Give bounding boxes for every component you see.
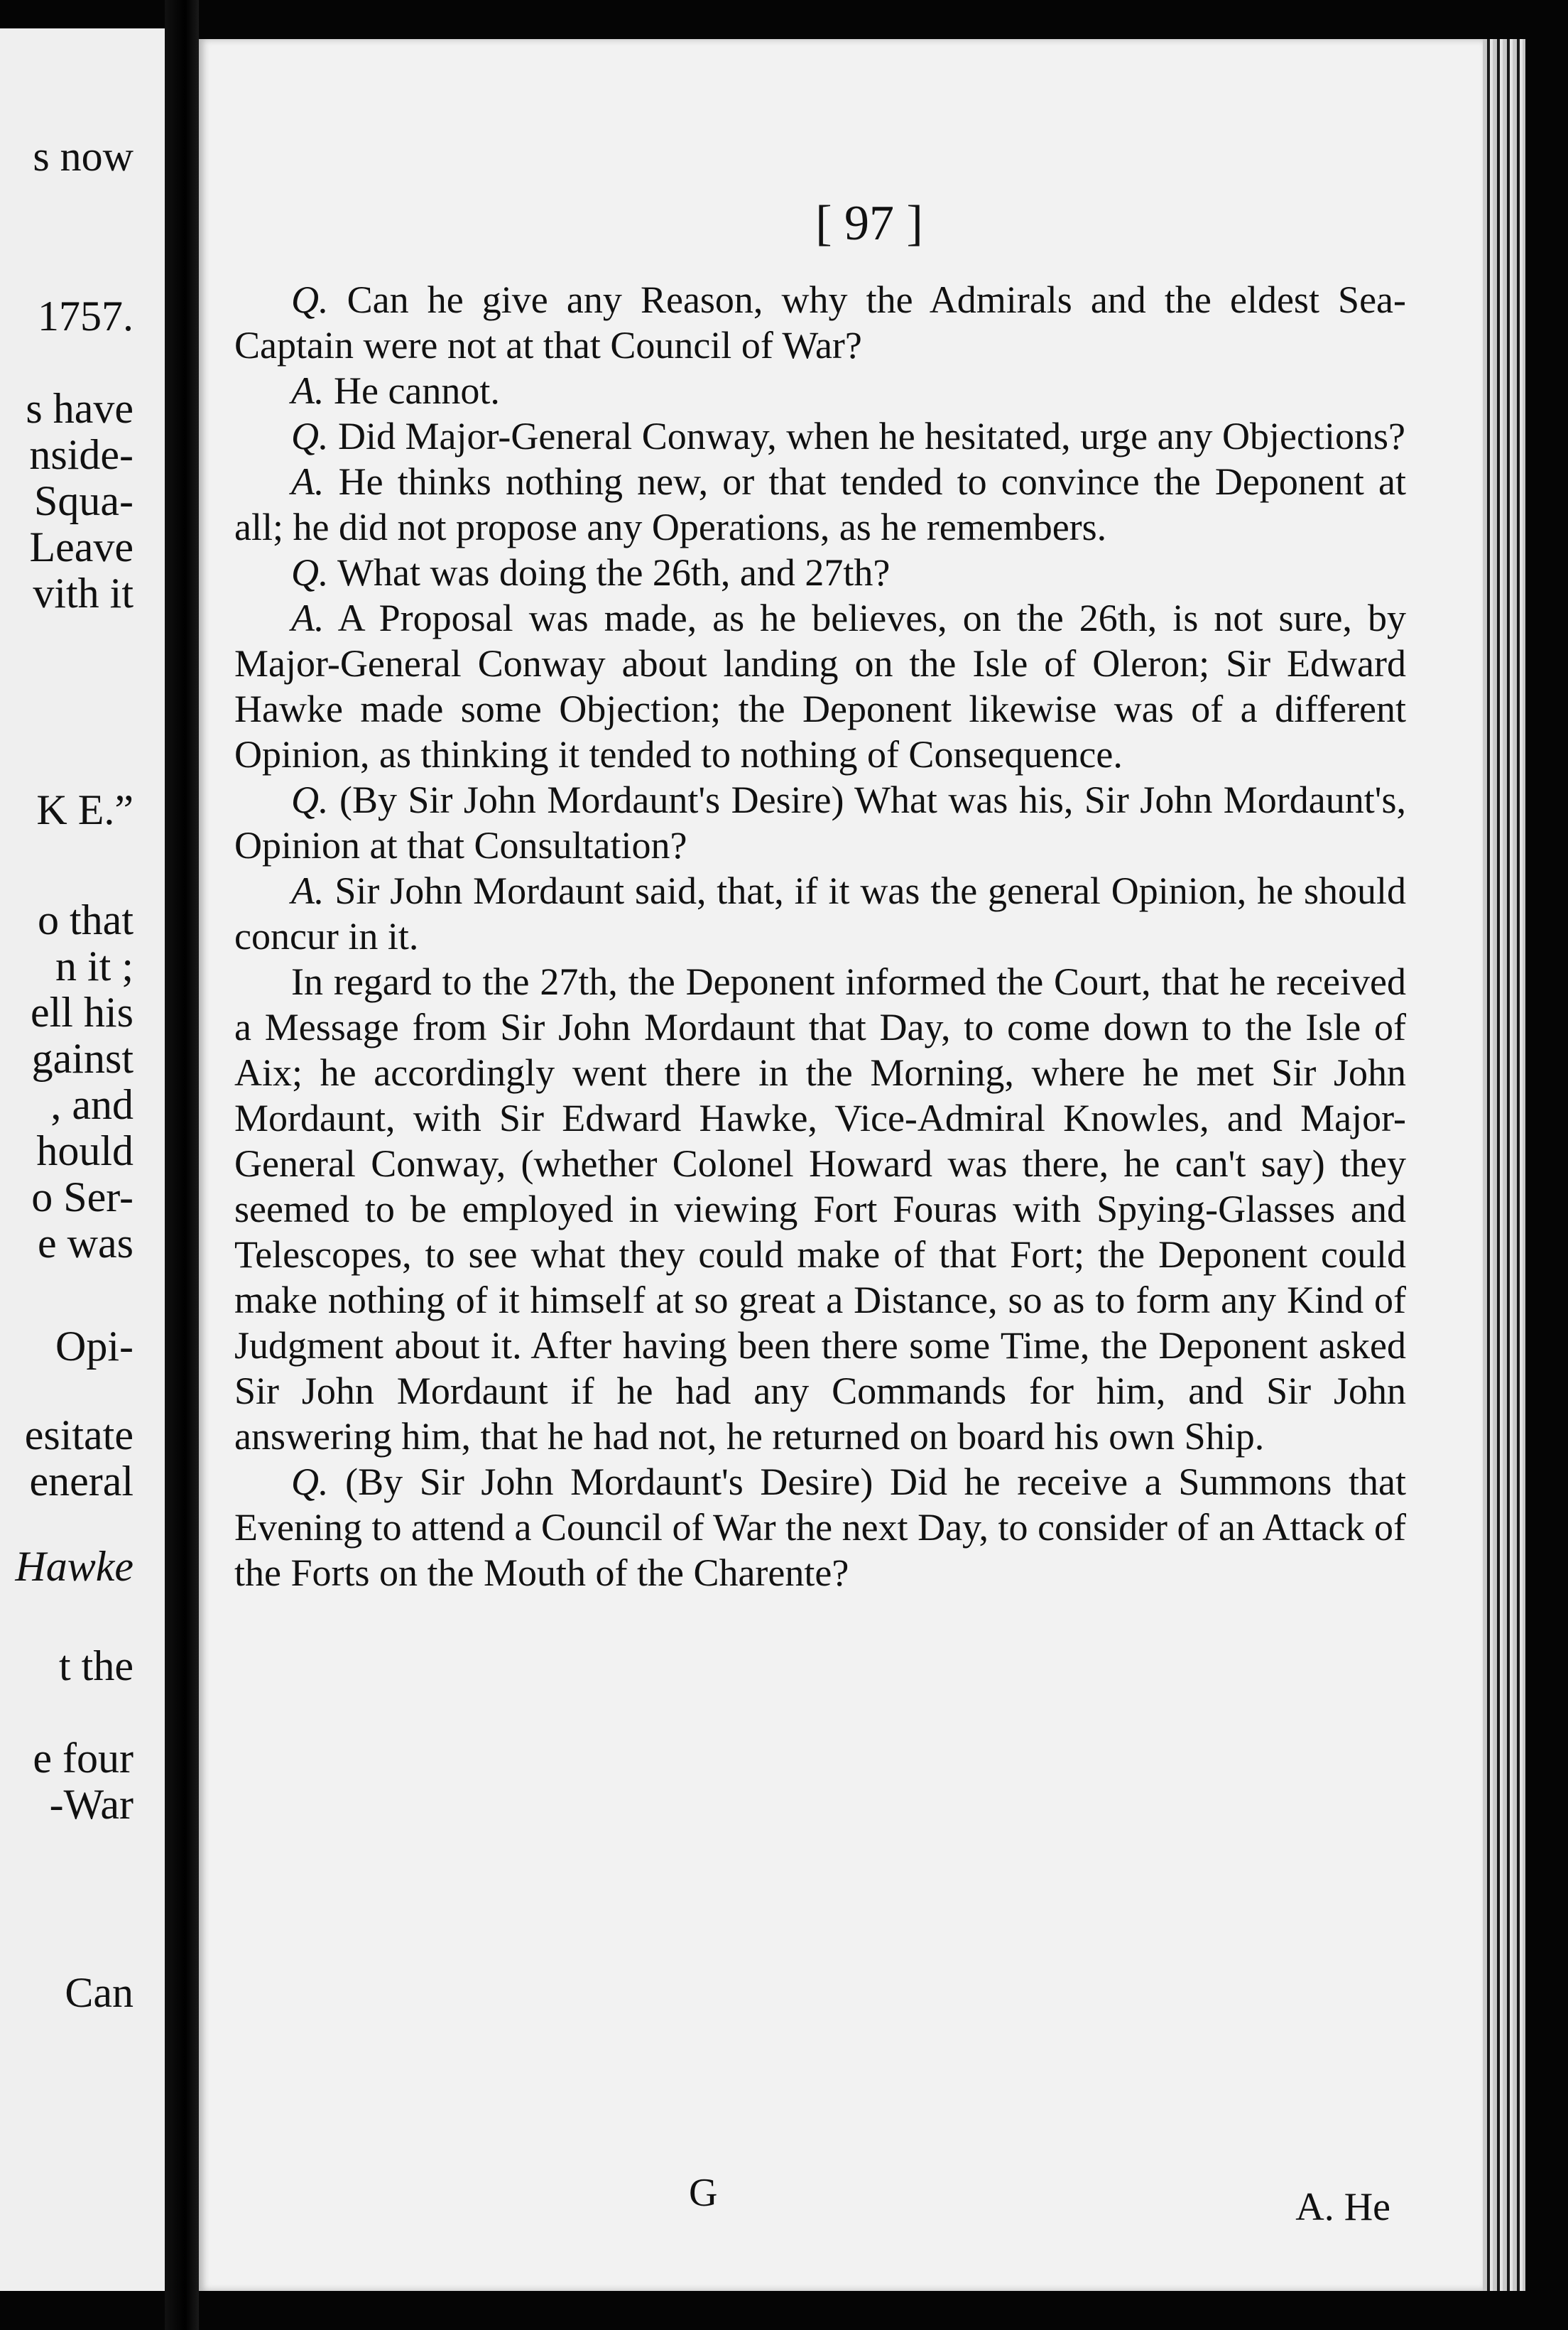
speaker-label: A. — [291, 369, 325, 412]
question-paragraph — [234, 413, 1406, 459]
paragraph-text: He thinks nothing new, or that tended to convince the Deponent at all; he did not propose any Operations, as he remembers. — [234, 460, 1406, 548]
answer-paragraph — [234, 595, 1406, 777]
left-page-text: Leave — [29, 524, 134, 570]
speaker-label: Q. — [291, 779, 329, 821]
left-page-text: e four — [33, 1735, 134, 1782]
left-page-fragment — [0, 28, 167, 2291]
left-page-text: 1757. — [38, 293, 134, 340]
left-page-text: esitate — [24, 1411, 134, 1458]
left-page-text: t the — [59, 1642, 134, 1689]
left-page-text: Squa- — [34, 477, 134, 524]
left-page-text: gainst — [31, 1035, 134, 1082]
book-gutter — [165, 0, 199, 2330]
page-text-body — [234, 277, 1406, 1595]
right-page — [199, 39, 1483, 2291]
left-page-text: o that — [38, 896, 134, 943]
speaker-label: A. — [291, 869, 325, 912]
left-page-text: Can — [65, 1969, 134, 2016]
left-page-text: vith it — [33, 570, 134, 617]
paragraph-text: (By Sir John Mordaunt's Desire) Did he receive a Summons that Evening to attend a Council of War the next Day, to consider of an Attack of the Forts on the Mouth of the Charente? — [234, 1461, 1406, 1594]
speaker-label: Q. — [291, 278, 329, 321]
speaker-label: Q. — [291, 415, 329, 457]
left-page-text: nside- — [29, 431, 134, 478]
left-page-text: ell his — [31, 989, 134, 1036]
left-page-text: e was — [38, 1220, 134, 1267]
left-page-text: o Ser- — [31, 1174, 134, 1220]
paragraph-text: Can he give any Reason, why the Admirals and the eldest Sea-Captain were not at that Council of War? — [234, 278, 1407, 367]
signature-mark: G — [689, 2171, 718, 2215]
paragraph-text: (By Sir John Mordaunt's Desire) What was his, Sir John Mordaunt's, Opinion at that Consultation? — [234, 779, 1406, 867]
paragraph-text: Sir John Mordaunt said, that, if it was the general Opinion, he should concur in it. — [234, 869, 1407, 958]
left-page-text: Opi- — [55, 1323, 134, 1370]
left-page-text: s now — [33, 133, 134, 180]
left-page-text: Hawke — [15, 1543, 134, 1590]
question-paragraph — [234, 550, 1406, 595]
answer-paragraph — [234, 368, 1406, 413]
speaker-label: A. — [291, 460, 325, 503]
answer-paragraph — [234, 459, 1406, 550]
paragraph-text: In regard to the 27th, the Deponent informed the Court, that he received a Message from Sir John Mordaunt that Day, to come down to the Isle of Aix; he accordingly went there in the Morning, where he met Sir John Mordaunt, with Sir Edward Hawke, Vice-Admiral Knowles, and Major-General Conway, (whether Colonel Howard was there, he can't say) they seemed to be employed in viewing Fort Fouras with Spying-Glasses and Telescopes, to see what they could make of that Fort; the Deponent could make nothing of it himself at so great a Distance, so as to form any Kind of Judgment about it. After having been there some Time, the Deponent asked Sir John Mordaunt if he had any Commands for him, and Sir John answering him, that he had not, he returned on board his own Ship. — [234, 960, 1406, 1458]
question-paragraph — [234, 777, 1406, 868]
page-stack-edge — [1483, 39, 1525, 2291]
paragraph-text: Did Major-General Conway, when he hesitated, urge any Objections? — [338, 415, 1405, 457]
paragraph-text: He cannot. — [334, 369, 500, 412]
catchword: A. He — [1295, 2185, 1390, 2229]
left-page-text: n it ; — [55, 943, 134, 990]
left-page-text: s have — [26, 385, 134, 432]
speaker-label: A. — [291, 597, 325, 639]
left-page-text: K E.” — [36, 786, 134, 833]
narrative-paragraph — [234, 959, 1406, 1459]
left-page-text: eneral — [29, 1458, 134, 1505]
paragraph-text: A Proposal was made, as he believes, on the 26th, is not sure, by Major-General Conway about landing on the Isle of Oleron; Sir Edward Hawke made some Objection; the Deponent likewise was of a different Opinion, as thinking it tended to nothing of Consequence. — [234, 597, 1406, 776]
page-number: [ 97 ] — [815, 196, 923, 251]
paragraph-text: What was doing the 26th, and 27th? — [337, 551, 891, 594]
speaker-label: Q. — [291, 1461, 329, 1503]
answer-paragraph — [234, 868, 1406, 959]
question-paragraph — [234, 277, 1406, 368]
left-page-text: hould — [36, 1127, 134, 1174]
left-page-text: -War — [49, 1781, 134, 1828]
speaker-label: Q. — [291, 551, 329, 594]
left-page-text: , and — [50, 1081, 134, 1128]
question-paragraph — [234, 1459, 1406, 1595]
